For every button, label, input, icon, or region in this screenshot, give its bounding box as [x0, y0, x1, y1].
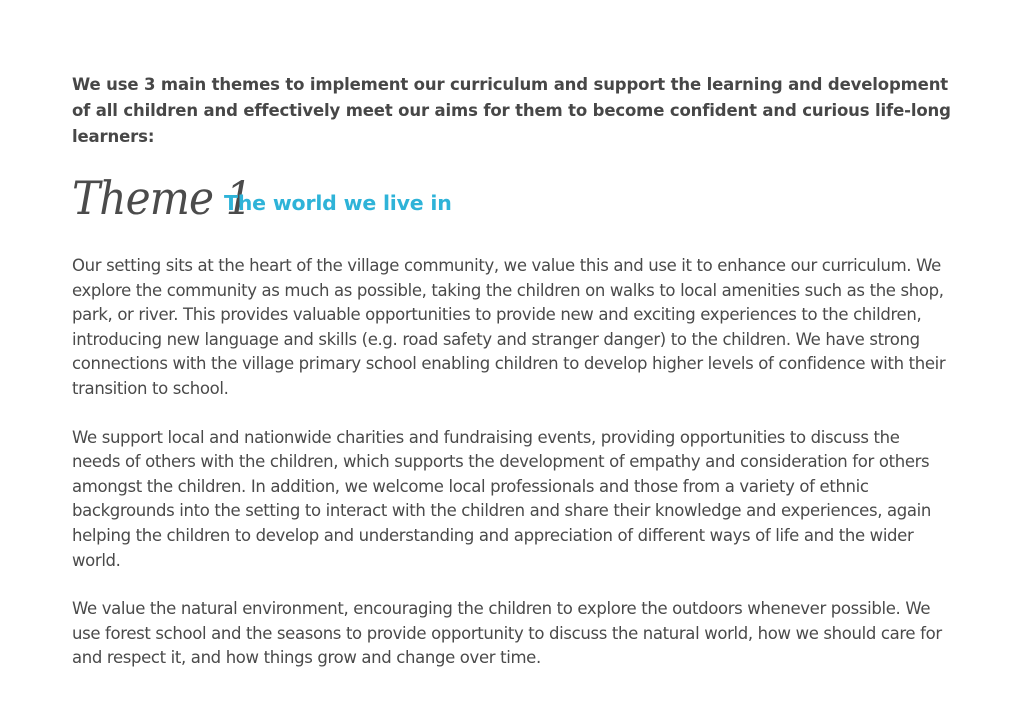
paragraph-environment: We value the natural environment, encouraging the children to explore the outdoors whenever possible. We use forest school and the seasons to provide opportunity to discuss the natural world, how we should care for and respect it, and how things grow and change over time. [72, 599, 942, 668]
body-text [72, 254, 952, 671]
theme-label: Theme 1 [72, 171, 252, 225]
paragraph-charities: We support local and nationwide charities and fundraising events, providing opportunities to discuss the needs of others with the children, which supports the development of empathy and consideration for others amongst the children. In addition, we welcome local professionals and those from a variety of ethnic backgrounds into the setting to interact with the children and share their knowledge and experiences, again helping the children to develop and understanding and appreciation of different ways of life and the wider world. [72, 427, 931, 570]
theme-title: The world we live in [224, 191, 452, 215]
theme-heading [72, 168, 952, 232]
paragraph-community: Our setting sits at the heart of the village community, we value this and use it to enhance our curriculum. We explore the community as much as possible, taking the children on walks to local amenities such as the shop, park, or river. This provides valuable opportunities to provide new and exciting experiences to the children, introducing new language and skills (e.g. road safety and stranger danger) to the children. We have strong connections with the village primary school enabling children to develop higher levels of confidence with their transition to school. [72, 256, 946, 398]
document-page [72, 72, 952, 695]
intro-text: We use 3 main themes to implement our curriculum and support the learning and development of all children and effectively meet our aims for them to become confident and curious life-long learners: [72, 75, 951, 146]
